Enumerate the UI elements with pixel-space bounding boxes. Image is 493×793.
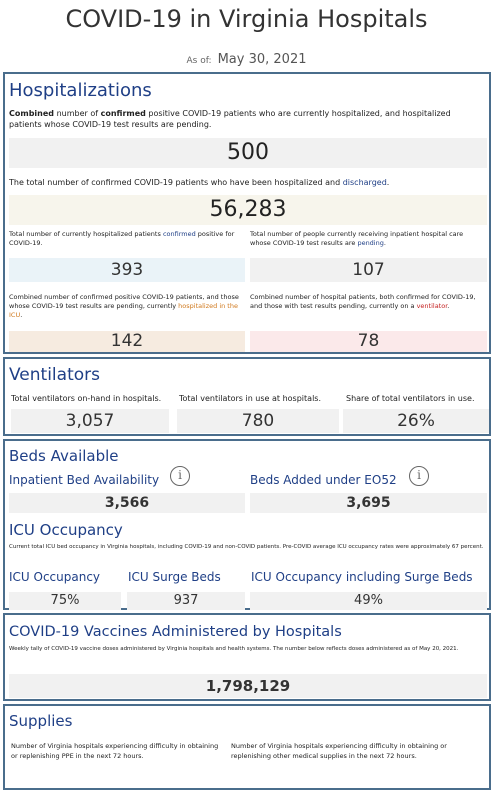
vaccines-panel: [3, 613, 491, 701]
page-title: COVID-19 in Virginia Hospitals: [65, 5, 428, 33]
vaccines-description: Weekly tally of COVID-19 vaccine doses administered by Virginia hospitals and health systems. The number below reflects doses administered as of May 20, 2021.: [9, 646, 459, 652]
inuse-value: 780: [177, 409, 339, 433]
icu-including-surge-value: 49%: [250, 592, 487, 610]
onhand-value: 3,057: [11, 409, 169, 433]
icu-description: Combined number of confirmed positive COVID-19 patients, and those whose COVID-19 test results are pending, currently hospitalized in the ICU.: [9, 293, 239, 319]
beds-panel: [3, 439, 491, 610]
discharged-value: 56,283: [9, 195, 487, 225]
vaccines-value: 1,798,129: [9, 674, 487, 698]
share-label: Share of total ventilators in use.: [346, 394, 475, 403]
as-of-line: [0, 52, 493, 67]
hospitalizations-panel: [3, 72, 491, 354]
eo52-value: 3,695: [250, 493, 487, 513]
ventilators-heading: Ventilators: [9, 365, 100, 385]
eo52-label: Beds Added under EO52: [250, 473, 397, 487]
pending-description: Total number of people currently receiving inpatient hospital care whose COVID-19 test results are pending.: [250, 230, 464, 247]
icu-occupancy-value: 75%: [9, 592, 121, 610]
ventilator-value: 78: [250, 331, 487, 352]
other-supplies-description: Number of Virginia hospitals experiencing difficulty in obtaining or replenishing other medical supplies in the next 72 hours.: [231, 742, 447, 760]
icu-surge-value: 937: [127, 592, 245, 610]
combined-description: Combined number of confirmed positive COVID-19 patients who are currently hospitalized, and hospitalized patients whose COVID-19 test results are pending.: [9, 109, 451, 129]
supplies-heading: Supplies: [9, 712, 73, 730]
hospitalizations-heading: Hospitalizations: [9, 80, 152, 101]
inpatient-value: 3,566: [9, 493, 245, 513]
onhand-label: Total ventilators on-hand in hospitals.: [11, 394, 162, 403]
pending-value: 107: [250, 258, 487, 282]
ventilator-description: Combined number of hospital patients, both confirmed for COVID-19, and those with test results pending, currently on a ventilator.: [250, 293, 476, 310]
icu-occupancy-description: Current total ICU bed occupancy in Virginia hospitals, including COVID-19 and non-COVID patients. Pre-COVID average ICU occupancy rates were approximately 67 percent.: [9, 544, 484, 550]
confirmed-description: Total number of currently hospitalized patients confirmed positive for COVID-19.: [9, 230, 235, 247]
as-of-date: May 30, 2021: [217, 52, 307, 67]
icu-occupancy-label: ICU Occupancy: [9, 570, 101, 584]
info-icon[interactable]: i: [409, 466, 429, 486]
as-of-label: As of:: [186, 56, 212, 66]
icu-occupancy-heading: ICU Occupancy: [9, 521, 123, 539]
beds-heading: Beds Available: [9, 447, 119, 465]
confirmed-value: 393: [9, 258, 245, 282]
icu-surge-label: ICU Surge Beds: [128, 570, 221, 584]
share-value: 26%: [343, 409, 489, 433]
inpatient-label: Inpatient Bed Availability: [9, 473, 160, 487]
inuse-label: Total ventilators in use at hospitals.: [179, 394, 321, 403]
icu-value: 142: [9, 331, 245, 352]
discharged-description: The total number of confirmed COVID-19 patients who have been hospitalized and discharged.: [9, 178, 390, 187]
info-icon[interactable]: i: [170, 466, 190, 486]
vaccines-heading: COVID-19 Vaccines Administered by Hospitals: [9, 624, 342, 640]
combined-value: 500: [9, 138, 487, 168]
supplies-panel: [3, 704, 491, 790]
icu-including-surge-label: ICU Occupancy including Surge Beds: [251, 570, 473, 584]
ventilators-panel: [3, 357, 491, 436]
ppe-description: Number of Virginia hospitals experiencing difficulty in obtaining or replenishing PPE in the next 72 hours.: [11, 742, 219, 760]
